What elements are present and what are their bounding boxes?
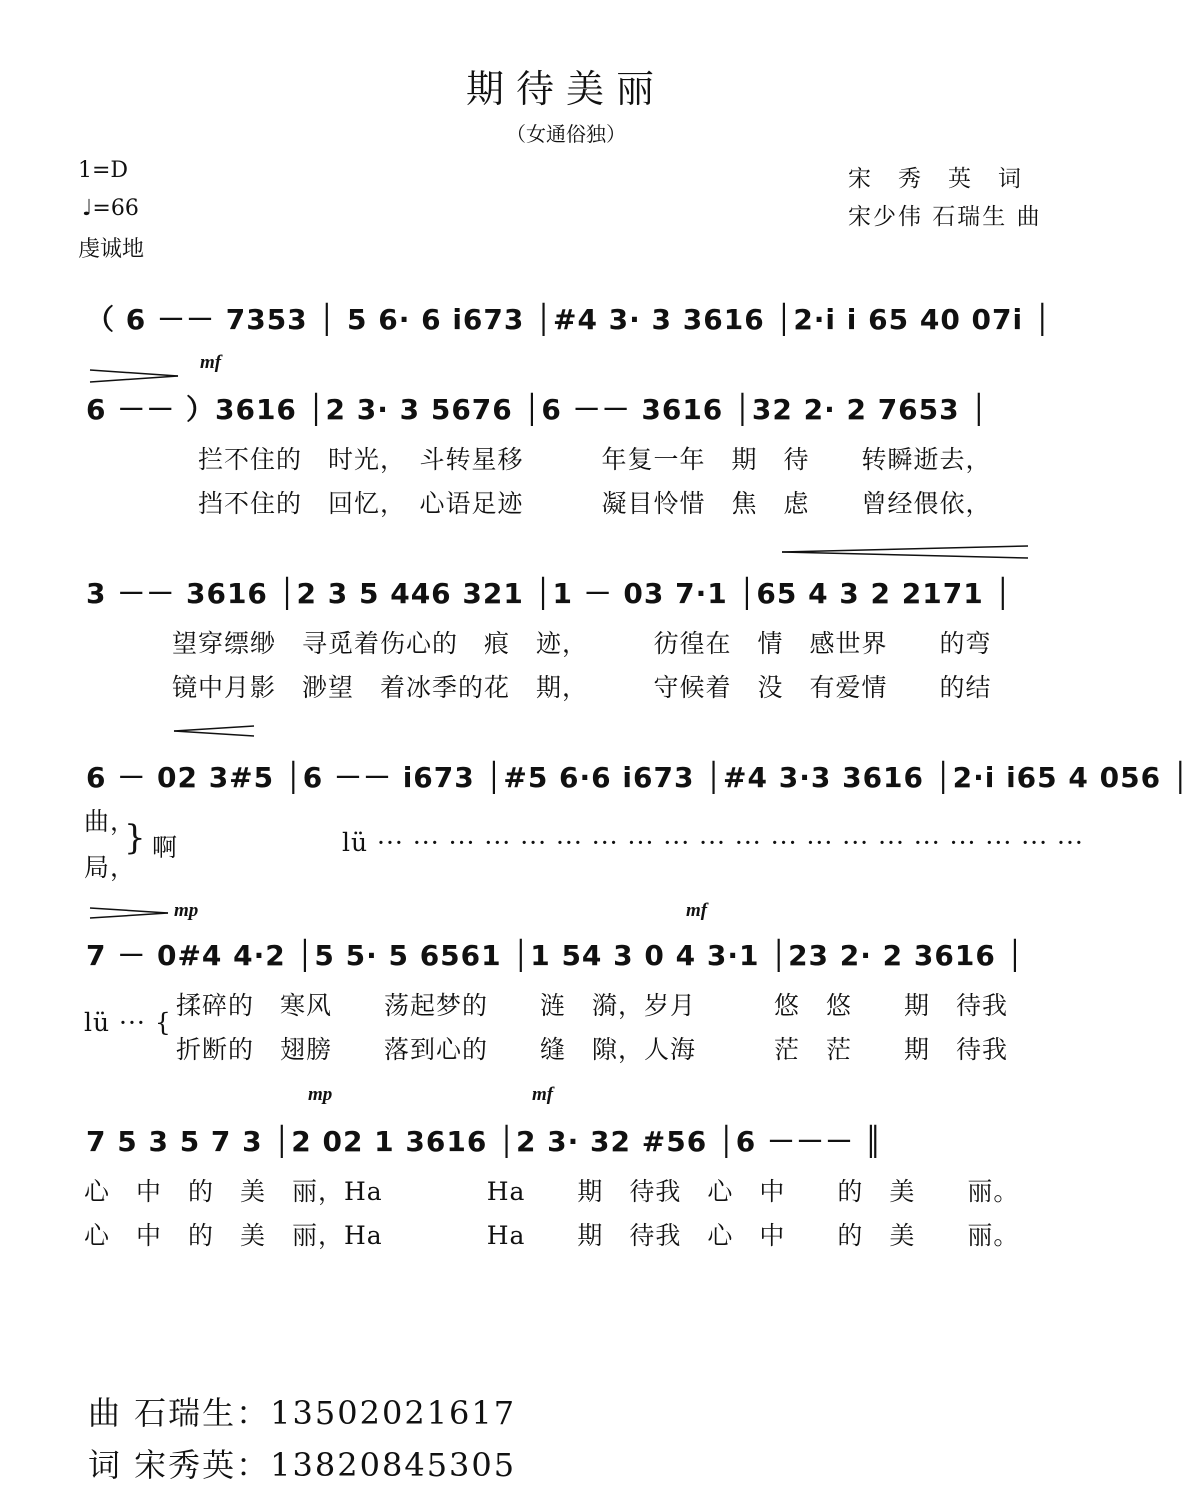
quarter-note-icon: ♩ xyxy=(82,196,93,221)
key-signature: 1=D xyxy=(78,158,129,183)
decrescendo-icon xyxy=(90,906,170,920)
composer-credit: 宋少伟 石瑞生 曲 xyxy=(848,204,1042,230)
system-6-lyric-verse-1: 心 中 的 美 丽，Ha Ha 期 待我 心 中 的 美 丽。 xyxy=(84,1177,1020,1206)
system-2-lyric-verse-2: 挡不住的 回忆， 心语足迹 凝目怜惜 焦 虑 曾经偎依， xyxy=(198,489,992,518)
system-2-lyric-verse-1: 拦不住的 时光， 斗转星移 年复一年 期 待 转瞬逝去， xyxy=(198,445,992,474)
system-6-lyric-verse-2: 心 中 的 美 丽，Ha Ha 期 待我 心 中 的 美 丽。 xyxy=(84,1221,1020,1250)
dynamic-mark: mf xyxy=(200,352,222,373)
tempo-value: =66 xyxy=(92,196,139,221)
system-5-lyric-verse-2: 折断的 翅膀 落到心的 缝 隙，人海 茫 茫 期 待我 xyxy=(176,1035,1009,1064)
dynamic-mark: mp xyxy=(174,900,199,921)
system-1-notes: （ 6 －－ 7353 │ 5 6· 6 i673 │#4 3· 3 3616 │2·i i 65 40 07i │ xyxy=(86,303,1052,336)
song-subtitle: （女通俗独） xyxy=(506,122,626,146)
dynamic-mark: mf xyxy=(532,1084,554,1105)
footer-clip xyxy=(0,1440,1132,1484)
expression-mark: 虔诚地 xyxy=(78,237,145,262)
tempo-mark xyxy=(82,196,139,221)
crescendo-icon xyxy=(172,724,256,738)
brace-icon: } xyxy=(124,818,147,858)
system-3-notes: 3 －－ 3616 │2 3 5 446 321 │1 － 03 7·1 │65 4 3 2 2171 │ xyxy=(86,577,1013,610)
system-5-lyric-verse-1: 揉碎的 寒风 荡起梦的 涟 漪，岁月 悠 悠 期 待我 xyxy=(176,991,1009,1020)
lyricist-contact: 词 宋秀英：13820845305 xyxy=(88,1446,517,1484)
system-4-notes: 6 － 02 3#5 │6 －－ i673 │#5 6·6 i673 │#4 3·3 3616 │2·i i65 4 056 │ xyxy=(86,761,1190,794)
composer-contact: 曲 石瑞生：13502021617 xyxy=(88,1394,517,1432)
system-4-lyric-verse-2: 局， xyxy=(84,853,137,882)
decrescendo-icon xyxy=(90,368,180,384)
system-4-lyric-verse-1: 曲， xyxy=(84,807,137,836)
brace-word: 啊 xyxy=(152,833,179,862)
crescendo-icon xyxy=(780,544,1030,560)
dynamic-mark: mf xyxy=(686,900,708,921)
system-3-lyric-verse-2: 镜中月影 渺望 着冰季的花 期， 守候着 没 有爱情 的结 xyxy=(172,673,992,702)
song-title: 期待美丽 xyxy=(465,67,666,111)
system-5-lead: lü ··· { xyxy=(84,1008,172,1037)
lyricist-credit: 宋 秀 英 词 xyxy=(848,166,1023,192)
system-6-notes: 7 5 3 5 7 3 │2 02 1 3616 │2 3· 32 #56 │6 －－－ ║ xyxy=(86,1125,883,1158)
dynamic-mark: mp xyxy=(308,1084,333,1105)
system-3-lyric-verse-1: 望穿缥缈 寻觅着伤心的 痕 迹， 彷徨在 情 感世界 的弯 xyxy=(172,629,992,658)
vocalise-line: lü ··· ··· ··· ··· ··· ··· ··· ··· ··· ··· ··· ··· ··· ··· ··· ··· ··· ··· ··· ··· xyxy=(342,828,1084,857)
system-2-notes: 6 －－ ）3616 │2 3· 3 5676 │6 －－ 3616 │32 2· 2 7653 │ xyxy=(86,393,989,426)
system-5-notes: 7 － 0#4 4·2 │5 5· 5 6561 │1 54 3 0 4 3·1 │23 2· 2 3616 │ xyxy=(86,939,1025,972)
